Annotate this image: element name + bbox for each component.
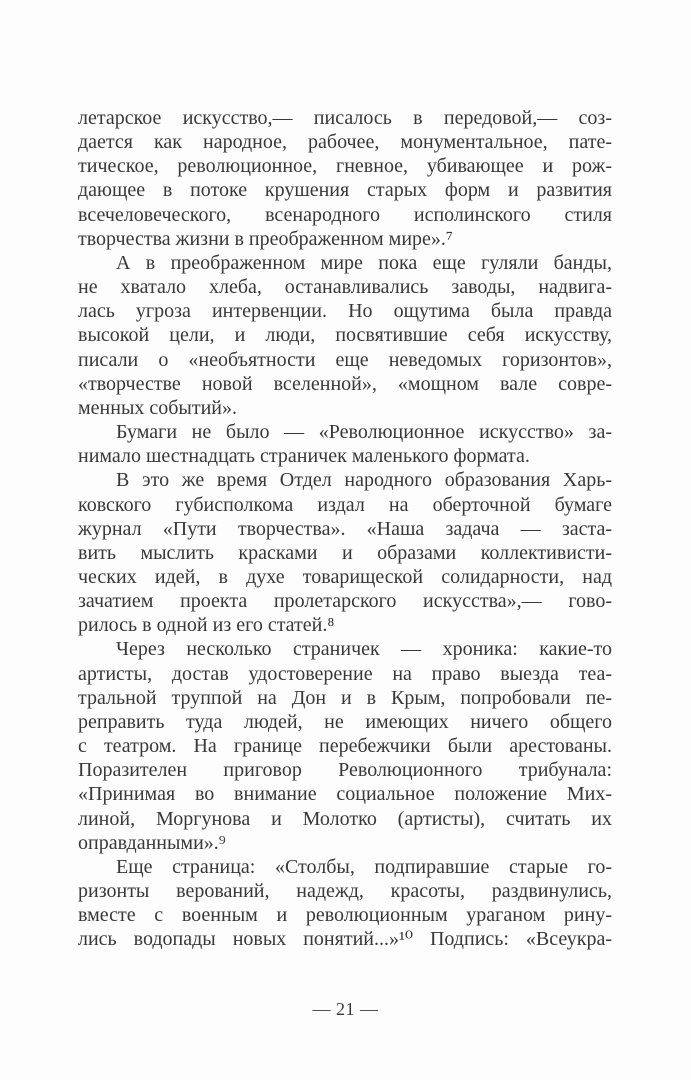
text-line: Через несколько страничек — хроника: какие-то	[116, 638, 612, 661]
text-line: лись водопады новых понятий...»¹⁰ Подпись: «Всеукра-	[78, 928, 612, 951]
text-line: «творчестве новой вселенной», «мощном вале совре-	[78, 372, 612, 395]
text-line: высокой цели, и люди, посвятившие себя искусству,	[78, 324, 612, 347]
text-line: с театром. На границе перебежчики были арестованы.	[78, 735, 612, 758]
text-line: ризонты верований, надежд, красоты, раздвинулись,	[78, 880, 612, 902]
text-line: тральной труппой на Дон и в Крым, попробовали пе-	[78, 686, 612, 709]
text-line: артисты, достав удостоверение на право выезда теа-	[78, 662, 612, 685]
text-line: Еще страница: «Столбы, подпиравшие старые го-	[116, 855, 612, 878]
text-line: Бумаги не было — «Революционное искусство» за-	[116, 421, 612, 444]
text-line: рилось в одной из его статей.⁸	[78, 614, 335, 637]
text-line: дающее в потоке крушения старых форм и развития	[78, 179, 612, 202]
text-line: менных событий».	[78, 396, 238, 419]
page-text	[78, 106, 612, 951]
text-line: вместе с военным и революционным ураганом рину-	[78, 904, 612, 927]
text-line: писали о «необъятности еще неведомых горизонтов»,	[78, 348, 612, 371]
text-line: А в преображенном мире пока еще гуляли банды,	[116, 251, 612, 274]
text-line: тическое, революционное, гневное, убивающее и рож-	[78, 155, 612, 178]
text-line: творчества жизни в преображенном мире».⁷	[78, 227, 453, 250]
text-line: нимало шестнадцать страничек маленького формата.	[78, 445, 530, 468]
text-line: всечеловеческого, всенародного исполинского стиля	[78, 203, 612, 226]
text-line: линой, Моргунова и Молотко (артисты), считать их	[78, 807, 612, 830]
text-line: журнал «Пути творчества». «Наша задача — заста-	[78, 517, 612, 540]
text-line: Поразителен приговор Революционного трибунала:	[78, 759, 612, 782]
page-number: — 21 —	[312, 999, 379, 1019]
text-line: дается как народное, рабочее, монументальное, пате-	[78, 131, 612, 154]
text-line: летарское искусство,— писалось в передовой,— соз-	[78, 107, 612, 129]
text-line: «Принимая во внимание социальное положение Мих-	[78, 783, 612, 806]
text-line: оправданными».⁹	[78, 831, 226, 854]
text-line: лась угроза интервенции. Но ощутима была правда	[78, 300, 612, 323]
text-line: вить мыслить красками и образами коллективисти-	[78, 541, 612, 564]
text-line: ческих идей, в духе товарищеской солидарности, над	[78, 565, 612, 588]
text-line: реправить туда людей, не имеющих ничего общего	[78, 710, 612, 733]
text-line: В это же время Отдел народного образования Харь-	[116, 469, 612, 492]
text-line: зачатием проекта пролетарского искусства»,— гово-	[78, 590, 612, 613]
text-line: ковского губисполкома издал на оберточной бумаге	[78, 493, 612, 516]
text-line: не хватало хлеба, останавливались заводы, надвига-	[78, 276, 612, 299]
